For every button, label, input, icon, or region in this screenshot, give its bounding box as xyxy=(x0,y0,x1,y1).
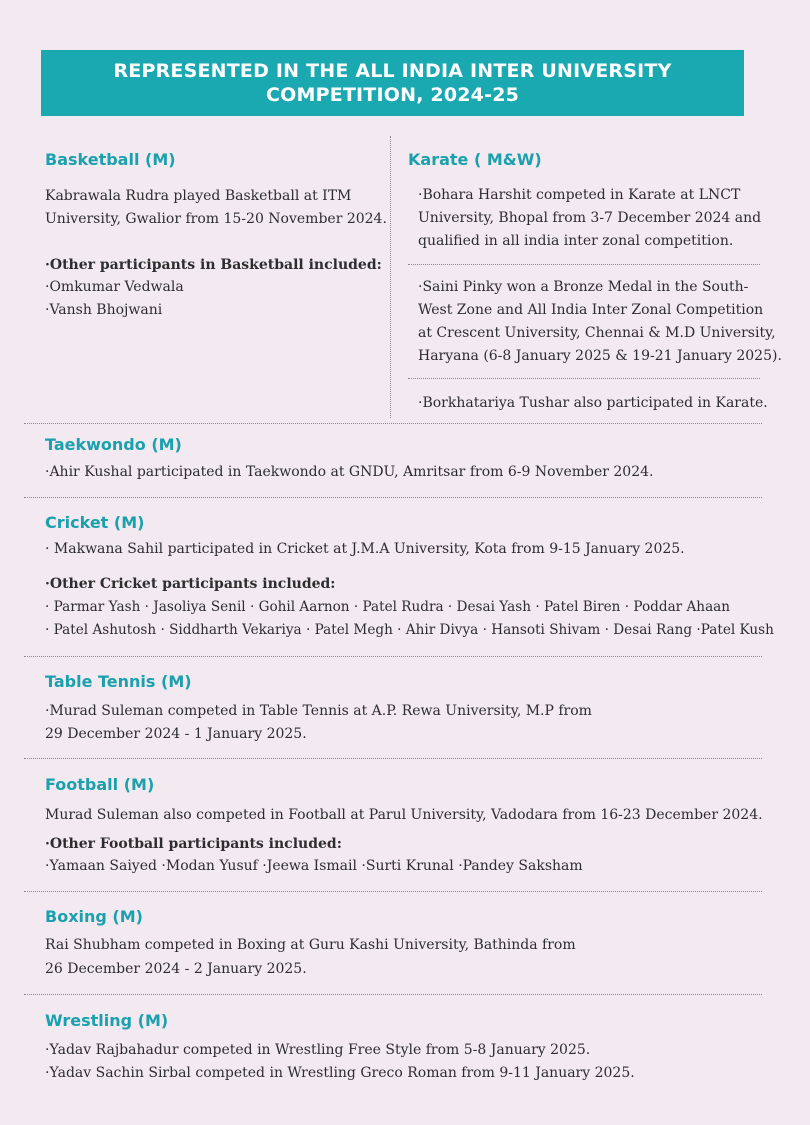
basketball-heading: Basketball (M) xyxy=(45,150,176,169)
karate-item2-line: at Crescent University, Chennai & M.D University, xyxy=(418,325,776,341)
taekwondo-heading: Taekwondo (M) xyxy=(45,435,182,454)
karate-item2-line: Haryana (6-8 January 2025 & 19-21 January 2025). xyxy=(418,348,782,364)
wrestling-line-2: ·Yadav Sachin Sirbal competed in Wrestling Greco Roman from 9-11 January 2025. xyxy=(45,1065,635,1081)
karate-item1-line: ·Bohara Harshit competed in Karate at LNCT xyxy=(418,187,741,203)
basketball-participant: ·Omkumar Vedwala xyxy=(45,279,184,295)
basketball-line-2: University, Gwalior from 15-20 November 2024. xyxy=(45,211,387,227)
section-divider xyxy=(24,758,762,759)
title-banner xyxy=(41,50,744,116)
football-heading: Football (M) xyxy=(45,775,155,794)
section-divider xyxy=(24,994,762,995)
cricket-participants-row: · Parmar Yash · Jasoliya Senil · Gohil Aarnon · Patel Rudra · Desai Yash · Patel Biren · Poddar Ahaan xyxy=(45,599,731,615)
basketball-line-1: Kabrawala Rudra played Basketball at ITM xyxy=(45,188,352,204)
karate-item1-line: qualified in all india inter zonal competition. xyxy=(418,233,734,249)
football-line-1: Murad Suleman also competed in Football at Parul University, Vadodara from 16-23 December 2024. xyxy=(45,807,763,823)
section-divider xyxy=(24,656,762,657)
column-divider xyxy=(390,136,391,418)
cricket-participants-row: · Patel Ashutosh · Siddharth Vekariya · Patel Megh · Ahir Divya · Hansoti Shivam · Desai Rang ·Patel Kush xyxy=(45,622,774,638)
boxing-heading: Boxing (M) xyxy=(45,907,143,926)
boxing-line-2: 26 December 2024 - 2 January 2025. xyxy=(45,961,307,977)
cricket-others-title: ·Other Cricket participants included: xyxy=(45,576,336,592)
football-others-title: ·Other Football participants included: xyxy=(45,836,342,852)
karate-heading: Karate ( M&W) xyxy=(408,150,542,169)
section-divider xyxy=(24,497,762,498)
karate-divider xyxy=(408,378,760,379)
basketball-others-title: ·Other participants in Basketball included: xyxy=(45,257,382,273)
karate-item2-line: West Zone and All India Inter Zonal Competition xyxy=(418,302,764,318)
section-divider xyxy=(24,423,762,424)
banner-line-1: REPRESENTED IN THE ALL INDIA INTER UNIVERSITY xyxy=(113,60,672,82)
table-tennis-heading: Table Tennis (M) xyxy=(45,672,192,691)
section-divider xyxy=(24,891,762,892)
karate-item3: ·Borkhatariya Tushar also participated in Karate. xyxy=(418,395,768,411)
basketball-participant: ·Vansh Bhojwani xyxy=(45,302,163,318)
table-tennis-line-2: 29 December 2024 - 1 January 2025. xyxy=(45,726,307,742)
cricket-line-1: · Makwana Sahil participated in Cricket at J.M.A University, Kota from 9-15 January 2025. xyxy=(45,541,685,557)
football-participants: ·Yamaan Saiyed ·Modan Yusuf ·Jeewa Ismail ·Surti Krunal ·Pandey Saksham xyxy=(45,858,583,874)
karate-item1-line: University, Bhopal from 3-7 December 2024 and xyxy=(418,210,762,226)
boxing-line-1: Rai Shubham competed in Boxing at Guru Kashi University, Bathinda from xyxy=(45,937,576,953)
wrestling-line-1: ·Yadav Rajbahadur competed in Wrestling Free Style from 5-8 January 2025. xyxy=(45,1042,591,1058)
banner-line-2: COMPETITION, 2024-25 xyxy=(265,84,520,106)
karate-item2-line: ·Saini Pinky won a Bronze Medal in the South- xyxy=(418,279,749,295)
karate-divider xyxy=(408,264,760,265)
taekwondo-line-1: ·Ahir Kushal participated in Taekwondo at GNDU, Amritsar from 6-9 November 2024. xyxy=(45,464,654,480)
cricket-heading: Cricket (M) xyxy=(45,513,145,532)
table-tennis-line-1: ·Murad Suleman competed in Table Tennis at A.P. Rewa University, M.P from xyxy=(45,703,592,719)
wrestling-heading: Wrestling (M) xyxy=(45,1011,169,1030)
